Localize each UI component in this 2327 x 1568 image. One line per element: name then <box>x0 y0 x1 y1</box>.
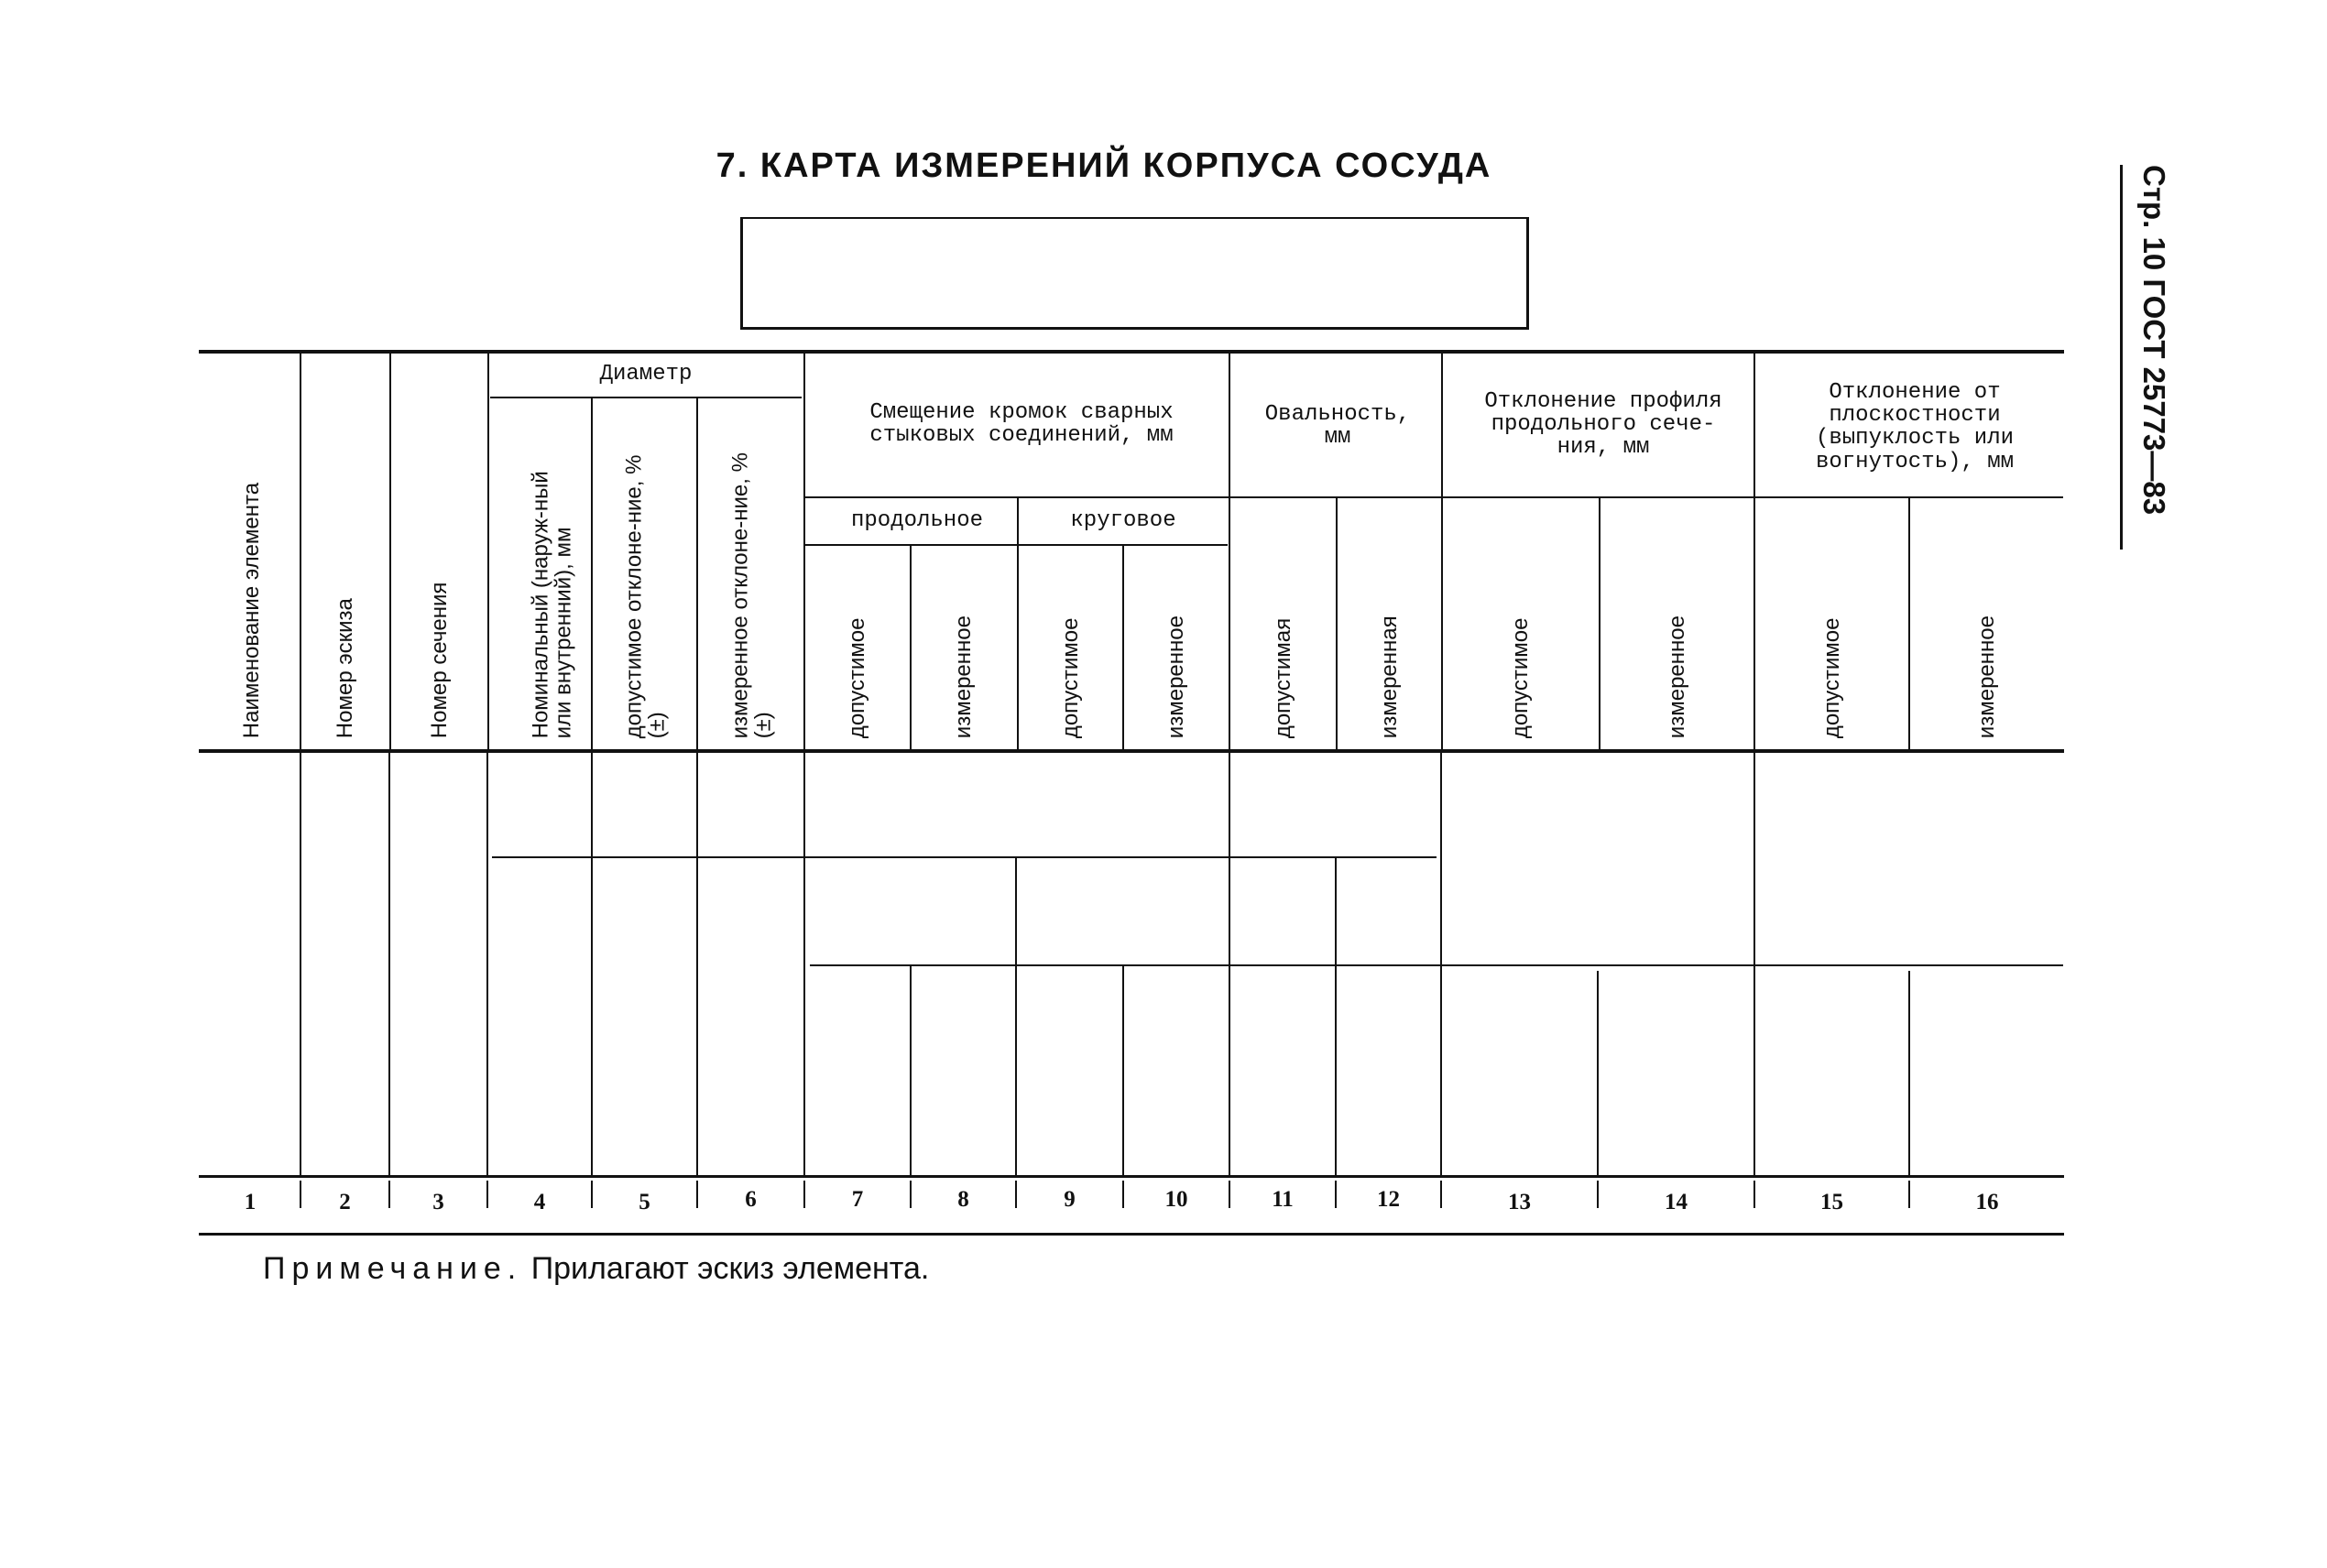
col-divider <box>1335 858 1337 1175</box>
col-number: 11 <box>1272 1187 1294 1212</box>
col-number: 9 <box>1064 1187 1076 1212</box>
col-header-13 <box>1443 502 1599 742</box>
col-header-label: Наименование элемента <box>238 482 264 738</box>
col-divider <box>1908 971 1910 1175</box>
col-header-6 <box>698 401 803 742</box>
col-divider <box>1753 753 1755 1175</box>
col-header-label: измеренное <box>1973 615 1999 738</box>
col-number: 1 <box>244 1190 257 1214</box>
col-number: 3 <box>432 1190 444 1214</box>
col-header-label: измеренное <box>1163 615 1188 738</box>
numbers-top-rule <box>199 1175 2064 1178</box>
col-header-7 <box>805 550 910 742</box>
body-mid-rule-upper <box>492 856 1437 858</box>
col-divider <box>1015 858 1017 1175</box>
col-header-label: допустимая <box>1270 617 1295 738</box>
col-number: 7 <box>851 1187 864 1212</box>
col-number: 8 <box>957 1187 969 1212</box>
col-divider <box>1122 966 1124 1175</box>
col-header-5 <box>593 401 696 742</box>
col-header-label: измеренное отклоне-ние, % (±) <box>727 452 776 738</box>
col-header-8 <box>912 550 1015 742</box>
col-header-16 <box>1910 502 2064 742</box>
col-number: 2 <box>339 1190 351 1214</box>
page-title: 7. КАРТА ИЗМЕРЕНИЙ КОРПУСА СОСУДА <box>716 147 1492 185</box>
col-divider <box>1440 753 1442 1175</box>
col-header-4 <box>489 401 591 742</box>
col-number: 6 <box>745 1187 757 1212</box>
col-divider <box>1597 971 1599 1175</box>
col-divider <box>300 753 301 1175</box>
col-divider <box>803 753 805 1175</box>
diameter-group-rule <box>490 397 802 398</box>
col-divider <box>910 966 912 1175</box>
stamp-box <box>740 217 1529 330</box>
col-number: 16 <box>1975 1190 1999 1214</box>
col-header-10 <box>1124 550 1229 742</box>
header-diameter: Диаметр <box>599 362 693 387</box>
header-ovality: Овальность, мм <box>1264 402 1411 451</box>
body-mid-rule-lower <box>810 964 2063 966</box>
col-header-9 <box>1019 550 1122 742</box>
col-header-label: измеренное <box>950 615 976 738</box>
header-bottom-rule <box>199 749 2064 753</box>
table-bottom-rule <box>199 1233 2064 1236</box>
col-header-label: допустимое <box>1819 617 1844 738</box>
col-header-label: Номер эскиза <box>332 597 357 738</box>
col-header-2 <box>301 357 389 742</box>
col-header-label: допустимое отклоне-ние, % (±) <box>621 454 670 738</box>
col-header-12 <box>1338 502 1441 742</box>
col-number: 10 <box>1164 1187 1188 1212</box>
header-offset-circular: круговое <box>1070 508 1176 533</box>
col-divider <box>486 753 488 1175</box>
col-header-label: допустимое <box>1057 617 1083 738</box>
col-divider <box>1229 753 1230 1175</box>
col-header-3 <box>391 357 487 742</box>
col-number: 15 <box>1820 1190 1843 1214</box>
col-header-label: измеренная <box>1376 615 1402 738</box>
header-offset-longitudinal: продольное <box>850 508 984 533</box>
header-flatness: Отклонение от плоскостности (выпуклость или вогнутость), мм <box>1815 380 2015 474</box>
footnote <box>263 1251 929 1287</box>
side-header <box>2125 165 2171 550</box>
col-divider <box>591 753 593 1175</box>
header-offset: Смещение кромок сварных стыковых соединений, мм <box>869 400 1174 449</box>
col-header-label: допустимое <box>1507 617 1533 738</box>
col-header-label: измеренное <box>1664 615 1689 738</box>
col-header-14 <box>1600 502 1753 742</box>
header-profile: Отклонение профиля продольного сече-ния, мм <box>1484 389 1722 461</box>
col-number: 14 <box>1665 1190 1688 1214</box>
col-header-label: Номер сечения <box>426 582 452 738</box>
side-header-rule <box>2120 165 2123 550</box>
side-header-text: Стр. 10 ГОСТ 25773—83 <box>2137 165 2171 516</box>
note-text: Прилагают эскиз элемента. <box>530 1251 930 1286</box>
col-divider <box>388 753 390 1175</box>
col-header-15 <box>1755 502 1908 742</box>
col-divider <box>696 753 698 1175</box>
col-header-label: Номинальный (наруж-ный или внутренний), мм <box>528 470 576 738</box>
col-header-label: допустимое <box>844 617 869 738</box>
col-number: 4 <box>533 1190 546 1214</box>
col-header-1 <box>201 357 300 742</box>
col-number: 13 <box>1508 1190 1531 1214</box>
col-number: 5 <box>639 1190 650 1214</box>
col-number: 12 <box>1377 1187 1400 1212</box>
note-label: Примечание. <box>263 1251 523 1286</box>
group-subheader-rule <box>804 496 2063 498</box>
table-top-rule <box>199 350 2064 354</box>
col-header-11 <box>1230 502 1336 742</box>
